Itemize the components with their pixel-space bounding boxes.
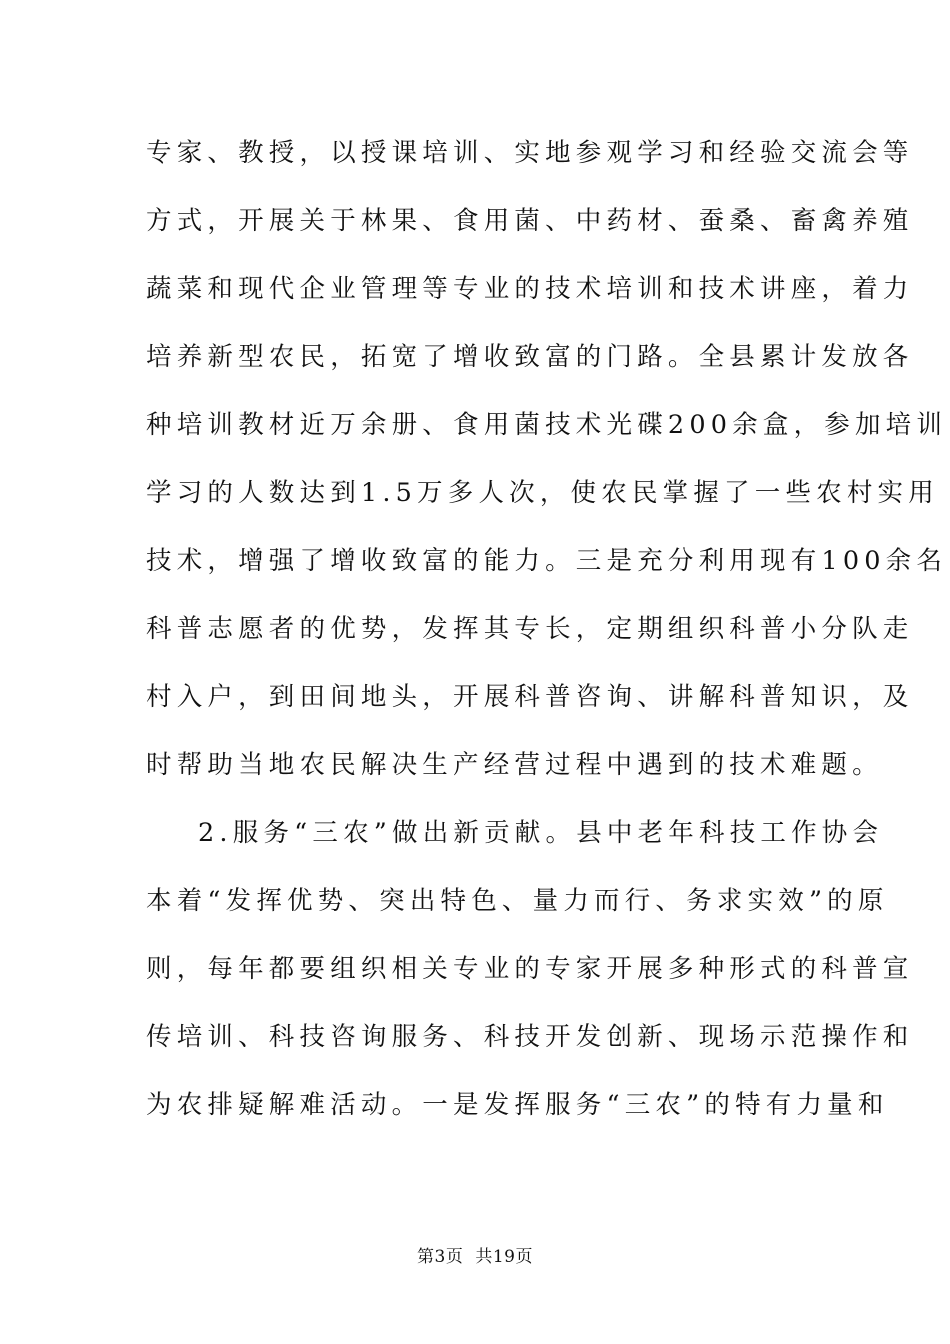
text-line: 专家、教授，以授课培训、实地参观学习和经验交流会等 (146, 138, 914, 168)
text-line: 培养新型农民，拓宽了增收致富的门路。全县累计发放各 (146, 342, 914, 372)
text-line: 时帮助当地农民解决生产经营过程中遇到的技术难题。 (146, 750, 883, 780)
text-line: 种培训教材近万余册、食用菌技术光碟200余盒，参加培训 (146, 410, 948, 440)
page-footer (0, 1242, 950, 1267)
page-number: 第3页 (417, 1247, 464, 1267)
text-line: 村入户，到田间地头，开展科普咨询、讲解科普知识，及 (146, 682, 914, 712)
text-line: 本着“发挥优势、突出特色、量力而行、务求实效”的原 (146, 886, 889, 916)
text-line: 方式，开展关于林果、食用菌、中药材、蚕桑、畜禽养殖 (146, 206, 914, 236)
page-total: 共19页 (475, 1247, 533, 1267)
text-line: 科普志愿者的优势，发挥其专长，定期组织科普小分队走 (146, 614, 914, 644)
text-line: 技术，增强了增收致富的能力。三是充分利用现有100余名 (146, 546, 948, 576)
body-text (146, 128, 948, 1148)
text-line: 学习的人数达到1.5万多人次，使农民掌握了一些农村实用 (146, 478, 939, 508)
text-line: 则，每年都要组织相关专业的专家开展多种形式的科普宣 (146, 954, 914, 984)
paragraph-heading-line: 2.服务“三农”做出新贡献。县中老年科技工作协会 (198, 818, 884, 848)
text-line: 传培训、科技咨询服务、科技开发创新、现场示范操作和 (146, 1022, 914, 1052)
text-line: 蔬菜和现代企业管理等专业的技术培训和技术讲座，着力 (146, 274, 914, 304)
text-line: 为农排疑解难活动。一是发挥服务“三农”的特有力量和 (146, 1090, 889, 1120)
